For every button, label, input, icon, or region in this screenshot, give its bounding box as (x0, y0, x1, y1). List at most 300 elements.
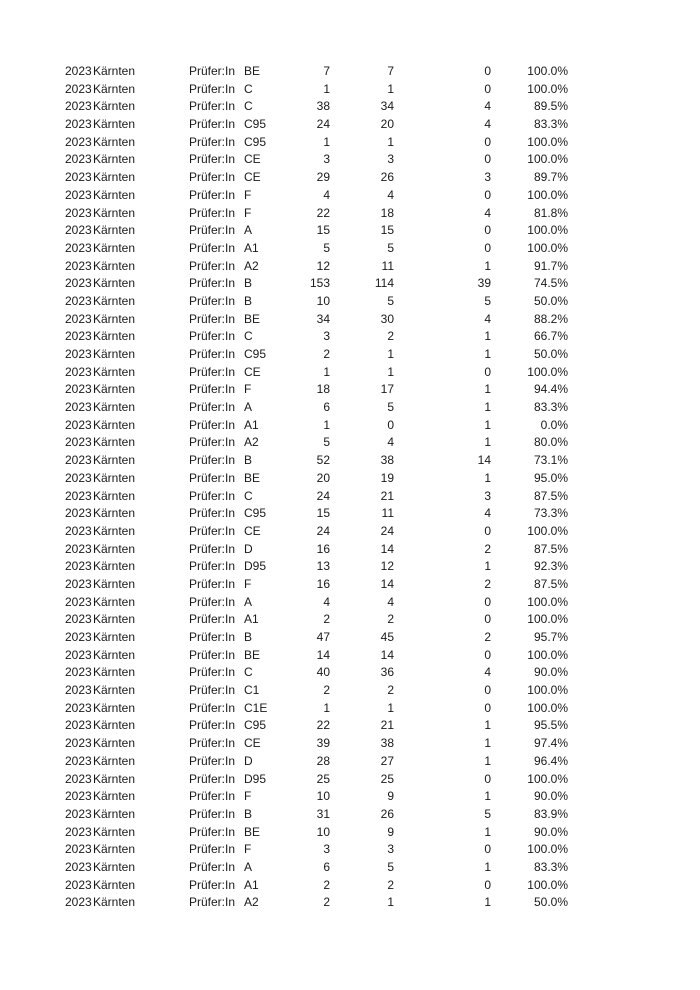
region-cell: Kärnten (93, 523, 136, 538)
year-cell: 2023 (65, 152, 92, 167)
role-cell: Prüfer:In (189, 329, 236, 344)
region-cell: Kärnten (93, 364, 136, 379)
region-cell: Kärnten (93, 806, 136, 821)
total-cell: 52 (316, 453, 330, 468)
rate-cell: 90.0% (533, 824, 568, 839)
rate-cell: 100.0% (527, 134, 568, 149)
year-cell: 2023 (65, 488, 92, 503)
rate-cell: 100.0% (527, 683, 568, 698)
passed-cell: 14 (380, 647, 394, 662)
role-cell: Prüfer:In (189, 559, 236, 574)
region-cell: Kärnten (93, 488, 136, 503)
role-cell: Prüfer:In (189, 276, 236, 291)
failed-cell: 0 (484, 771, 491, 786)
failed-cell: 1 (484, 347, 491, 361)
region-cell: Kärnten (93, 205, 136, 220)
class-cell: B (244, 276, 253, 291)
failed-cell: 0 (484, 364, 491, 379)
rate-cell: 90.0% (533, 789, 568, 804)
table-row (0, 682, 700, 700)
class-cell: A (244, 223, 253, 238)
passed-cell: 4 (387, 187, 394, 202)
total-cell: 38 (316, 99, 330, 114)
rate-cell: 100.0% (527, 152, 568, 167)
total-cell: 16 (316, 541, 330, 556)
passed-cell: 1 (387, 81, 394, 96)
class-cell: C95 (244, 117, 267, 132)
failed-cell: 0 (484, 700, 491, 715)
total-cell: 3 (323, 152, 330, 167)
class-cell: C95 (244, 134, 267, 149)
year-cell: 2023 (65, 700, 92, 715)
year-cell: 2023 (65, 311, 92, 326)
class-cell: C (244, 488, 253, 503)
class-cell: B (244, 293, 253, 308)
passed-cell: 26 (380, 806, 394, 821)
class-cell: A (244, 400, 253, 415)
year-cell: 2023 (65, 665, 92, 680)
role-cell: Prüfer:In (189, 117, 236, 132)
failed-cell: 1 (484, 895, 491, 910)
year-cell: 2023 (65, 258, 92, 273)
failed-cell: 1 (484, 559, 491, 574)
passed-cell: 26 (380, 170, 394, 185)
rate-cell: 100.0% (527, 771, 568, 786)
class-cell: A2 (244, 258, 259, 273)
role-cell: Prüfer:In (189, 81, 236, 96)
year-cell: 2023 (65, 683, 92, 698)
role-cell: Prüfer:In (189, 700, 236, 715)
class-cell: D (244, 753, 253, 768)
region-cell: Kärnten (93, 718, 136, 733)
role-cell: Prüfer:In (189, 771, 236, 786)
total-cell: 24 (316, 523, 330, 538)
region-cell: Kärnten (93, 541, 136, 556)
region-cell: Kärnten (93, 99, 136, 114)
failed-cell: 1 (484, 417, 491, 432)
role-cell: Prüfer:In (189, 718, 236, 733)
role-cell: Prüfer:In (189, 789, 236, 804)
rate-cell: 73.1% (533, 453, 568, 468)
total-cell: 18 (316, 382, 330, 397)
region-cell: Kärnten (93, 700, 136, 715)
total-cell: 14 (316, 647, 330, 662)
year-cell: 2023 (65, 400, 92, 415)
table-row (0, 806, 700, 824)
rate-cell: 0.0% (540, 417, 568, 432)
role-cell: Prüfer:In (189, 347, 236, 361)
role-cell: Prüfer:In (189, 824, 236, 839)
rate-cell: 90.0% (533, 665, 568, 680)
rate-cell: 94.4% (533, 382, 568, 397)
total-cell: 29 (316, 170, 330, 185)
passed-cell: 21 (380, 718, 394, 733)
passed-cell: 1 (387, 700, 394, 715)
passed-cell: 17 (380, 382, 394, 397)
region-cell: Kärnten (93, 506, 136, 521)
failed-cell: 1 (484, 329, 491, 344)
table-row (0, 116, 700, 134)
role-cell: Prüfer:In (189, 736, 236, 751)
passed-cell: 34 (380, 99, 394, 114)
total-cell: 1 (323, 417, 330, 432)
failed-cell: 39 (477, 276, 491, 291)
role-cell: Prüfer:In (189, 311, 236, 326)
class-cell: BE (244, 824, 261, 839)
year-cell: 2023 (65, 523, 92, 538)
table-row (0, 505, 700, 523)
rate-cell: 100.0% (527, 612, 568, 627)
rate-cell: 87.5% (533, 541, 568, 556)
class-cell: D95 (244, 771, 267, 786)
failed-cell: 0 (484, 683, 491, 698)
region-cell: Kärnten (93, 152, 136, 167)
table-row (0, 399, 700, 417)
total-cell: 25 (316, 771, 330, 786)
rate-cell: 100.0% (527, 64, 568, 78)
role-cell: Prüfer:In (189, 683, 236, 698)
year-cell: 2023 (65, 541, 92, 556)
year-cell: 2023 (65, 329, 92, 344)
passed-cell: 19 (380, 470, 394, 485)
rate-cell: 83.9% (533, 806, 568, 821)
role-cell: Prüfer:In (189, 364, 236, 379)
failed-cell: 14 (477, 453, 491, 468)
passed-cell: 25 (380, 771, 394, 786)
failed-cell: 1 (484, 824, 491, 839)
role-cell: Prüfer:In (189, 877, 236, 892)
total-cell: 6 (323, 400, 330, 415)
rate-cell: 95.7% (533, 630, 568, 644)
role-cell: Prüfer:In (189, 541, 236, 556)
class-cell: A1 (244, 417, 259, 432)
class-cell: BE (244, 470, 261, 485)
year-cell: 2023 (65, 895, 92, 910)
table-row (0, 328, 700, 346)
total-cell: 47 (316, 630, 330, 644)
region-cell: Kärnten (93, 789, 136, 804)
rate-cell: 73.3% (533, 506, 568, 521)
table-row (0, 824, 700, 842)
total-cell: 5 (323, 435, 330, 450)
year-cell: 2023 (65, 612, 92, 627)
class-cell: A2 (244, 435, 259, 450)
failed-cell: 0 (484, 187, 491, 202)
year-cell: 2023 (65, 647, 92, 662)
rate-cell: 100.0% (527, 700, 568, 715)
failed-cell: 4 (484, 665, 491, 680)
total-cell: 34 (316, 311, 330, 326)
role-cell: Prüfer:In (189, 470, 236, 485)
region-cell: Kärnten (93, 240, 136, 255)
passed-cell: 14 (380, 576, 394, 591)
role-cell: Prüfer:In (189, 134, 236, 149)
passed-cell: 24 (380, 523, 394, 538)
total-cell: 10 (316, 293, 330, 308)
class-cell: C95 (244, 506, 267, 521)
region-cell: Kärnten (93, 470, 136, 485)
rate-cell: 89.7% (533, 170, 568, 185)
region-cell: Kärnten (93, 170, 136, 185)
role-cell: Prüfer:In (189, 417, 236, 432)
total-cell: 28 (316, 753, 330, 768)
passed-cell: 1 (387, 134, 394, 149)
class-cell: C (244, 81, 253, 96)
region-cell: Kärnten (93, 771, 136, 786)
total-cell: 15 (316, 506, 330, 521)
role-cell: Prüfer:In (189, 753, 236, 768)
table-row (0, 258, 700, 276)
total-cell: 6 (323, 859, 330, 874)
failed-cell: 5 (484, 806, 491, 821)
failed-cell: 3 (484, 488, 491, 503)
class-cell: B (244, 806, 253, 821)
rate-cell: 100.0% (527, 187, 568, 202)
class-cell: CE (244, 523, 261, 538)
failed-cell: 1 (484, 736, 491, 751)
table-row (0, 859, 700, 877)
total-cell: 2 (323, 895, 330, 910)
class-cell: CE (244, 152, 261, 167)
failed-cell: 4 (484, 99, 491, 114)
year-cell: 2023 (65, 64, 92, 78)
total-cell: 2 (323, 347, 330, 361)
year-cell: 2023 (65, 81, 92, 96)
passed-cell: 11 (381, 258, 394, 273)
role-cell: Prüfer:In (189, 205, 236, 220)
rate-cell: 100.0% (527, 240, 568, 255)
year-cell: 2023 (65, 824, 92, 839)
region-cell: Kärnten (93, 117, 136, 132)
passed-cell: 15 (380, 223, 394, 238)
role-cell: Prüfer:In (189, 594, 236, 609)
total-cell: 16 (316, 576, 330, 591)
total-cell: 4 (323, 187, 330, 202)
table-row (0, 771, 700, 789)
region-cell: Kärnten (93, 683, 136, 698)
year-cell: 2023 (65, 170, 92, 185)
failed-cell: 4 (484, 205, 491, 220)
region-cell: Kärnten (93, 417, 136, 432)
year-cell: 2023 (65, 417, 92, 432)
region-cell: Kärnten (93, 753, 136, 768)
role-cell: Prüfer:In (189, 240, 236, 255)
role-cell: Prüfer:In (189, 488, 236, 503)
failed-cell: 1 (484, 789, 491, 804)
rate-cell: 100.0% (527, 842, 568, 857)
passed-cell: 2 (387, 329, 394, 344)
passed-cell: 11 (381, 506, 394, 521)
passed-cell: 4 (387, 594, 394, 609)
year-cell: 2023 (65, 382, 92, 397)
failed-cell: 4 (484, 506, 491, 521)
role-cell: Prüfer:In (189, 576, 236, 591)
failed-cell: 3 (484, 170, 491, 185)
rate-cell: 74.5% (533, 276, 568, 291)
passed-cell: 30 (380, 311, 394, 326)
rate-cell: 91.7% (533, 258, 568, 273)
failed-cell: 0 (484, 81, 491, 96)
region-cell: Kärnten (93, 877, 136, 892)
role-cell: Prüfer:In (189, 895, 236, 910)
failed-cell: 0 (484, 152, 491, 167)
rate-cell: 100.0% (527, 364, 568, 379)
table-row (0, 541, 700, 559)
table-row (0, 753, 700, 771)
data-table (0, 63, 700, 912)
role-cell: Prüfer:In (189, 523, 236, 538)
rate-cell: 83.3% (533, 117, 568, 132)
table-row (0, 735, 700, 753)
class-cell: A (244, 859, 253, 874)
failed-cell: 2 (484, 541, 491, 556)
passed-cell: 3 (387, 152, 394, 167)
year-cell: 2023 (65, 117, 92, 132)
total-cell: 1 (323, 134, 330, 149)
region-cell: Kärnten (93, 736, 136, 751)
region-cell: Kärnten (93, 435, 136, 450)
year-cell: 2023 (65, 453, 92, 468)
year-cell: 2023 (65, 223, 92, 238)
total-cell: 24 (316, 117, 330, 132)
rate-cell: 100.0% (527, 647, 568, 662)
total-cell: 2 (323, 612, 330, 627)
passed-cell: 38 (380, 736, 394, 751)
region-cell: Kärnten (93, 329, 136, 344)
failed-cell: 0 (484, 842, 491, 857)
class-cell: A1 (244, 877, 259, 892)
failed-cell: 1 (484, 382, 491, 397)
region-cell: Kärnten (93, 576, 136, 591)
passed-cell: 36 (380, 665, 394, 680)
failed-cell: 4 (484, 117, 491, 132)
role-cell: Prüfer:In (189, 64, 236, 78)
region-cell: Kärnten (93, 81, 136, 96)
passed-cell: 20 (380, 117, 394, 132)
role-cell: Prüfer:In (189, 665, 236, 680)
passed-cell: 1 (387, 895, 394, 910)
rate-cell: 50.0% (533, 293, 568, 308)
passed-cell: 21 (380, 488, 394, 503)
rate-cell: 100.0% (527, 523, 568, 538)
passed-cell: 1 (387, 347, 394, 361)
table-row (0, 169, 700, 187)
table-row (0, 98, 700, 116)
year-cell: 2023 (65, 771, 92, 786)
failed-cell: 1 (484, 753, 491, 768)
passed-cell: 2 (387, 612, 394, 627)
table-row (0, 700, 700, 718)
class-cell: F (244, 789, 252, 804)
table-row (0, 488, 700, 506)
role-cell: Prüfer:In (189, 258, 236, 273)
year-cell: 2023 (65, 293, 92, 308)
passed-cell: 5 (387, 400, 394, 415)
rate-cell: 66.7% (533, 329, 568, 344)
year-cell: 2023 (65, 364, 92, 379)
role-cell: Prüfer:In (189, 630, 236, 644)
rate-cell: 92.3% (533, 559, 568, 574)
region-cell: Kärnten (93, 630, 136, 644)
class-cell: BE (244, 311, 261, 326)
total-cell: 2 (323, 683, 330, 698)
rate-cell: 50.0% (533, 895, 568, 910)
passed-cell: 5 (387, 240, 394, 255)
region-cell: Kärnten (93, 134, 136, 149)
rate-cell: 88.2% (533, 311, 568, 326)
year-cell: 2023 (65, 877, 92, 892)
role-cell: Prüfer:In (189, 152, 236, 167)
total-cell: 24 (316, 488, 330, 503)
table-row (0, 877, 700, 895)
passed-cell: 12 (380, 559, 394, 574)
rate-cell: 97.4% (533, 736, 568, 751)
table-row (0, 311, 700, 329)
passed-cell: 9 (387, 824, 394, 839)
failed-cell: 0 (484, 223, 491, 238)
year-cell: 2023 (65, 276, 92, 291)
region-cell: Kärnten (93, 187, 136, 202)
region-cell: Kärnten (93, 647, 136, 662)
role-cell: Prüfer:In (189, 859, 236, 874)
class-cell: B (244, 630, 253, 644)
region-cell: Kärnten (93, 382, 136, 397)
failed-cell: 2 (484, 630, 491, 644)
table-row (0, 222, 700, 240)
class-cell: C95 (244, 347, 267, 361)
role-cell: Prüfer:In (189, 647, 236, 662)
class-cell: A2 (244, 895, 259, 910)
rate-cell: 83.3% (533, 400, 568, 415)
table-row (0, 417, 700, 435)
total-cell: 1 (323, 364, 330, 379)
rate-cell: 95.0% (533, 470, 568, 485)
region-cell: Kärnten (93, 293, 136, 308)
total-cell: 31 (316, 806, 330, 821)
region-cell: Kärnten (93, 859, 136, 874)
year-cell: 2023 (65, 559, 92, 574)
year-cell: 2023 (65, 240, 92, 255)
year-cell: 2023 (65, 470, 92, 485)
rate-cell: 96.4% (533, 753, 568, 768)
table-row (0, 611, 700, 629)
failed-cell: 1 (484, 258, 491, 273)
passed-cell: 38 (380, 453, 394, 468)
failed-cell: 0 (484, 647, 491, 662)
class-cell: C (244, 665, 253, 680)
total-cell: 1 (323, 81, 330, 96)
passed-cell: 45 (380, 630, 394, 644)
table-row (0, 81, 700, 99)
rate-cell: 95.5% (533, 718, 568, 733)
role-cell: Prüfer:In (189, 293, 236, 308)
total-cell: 1 (323, 700, 330, 715)
region-cell: Kärnten (93, 311, 136, 326)
table-row (0, 647, 700, 665)
year-cell: 2023 (65, 506, 92, 521)
region-cell: Kärnten (93, 64, 136, 78)
class-cell: C1 (244, 683, 260, 698)
year-cell: 2023 (65, 134, 92, 149)
total-cell: 153 (309, 276, 330, 291)
class-cell: D95 (244, 559, 267, 574)
table-row (0, 346, 700, 364)
passed-cell: 2 (387, 683, 394, 698)
table-row (0, 717, 700, 735)
region-cell: Kärnten (93, 258, 136, 273)
table-row (0, 134, 700, 152)
class-cell: CE (244, 736, 261, 751)
